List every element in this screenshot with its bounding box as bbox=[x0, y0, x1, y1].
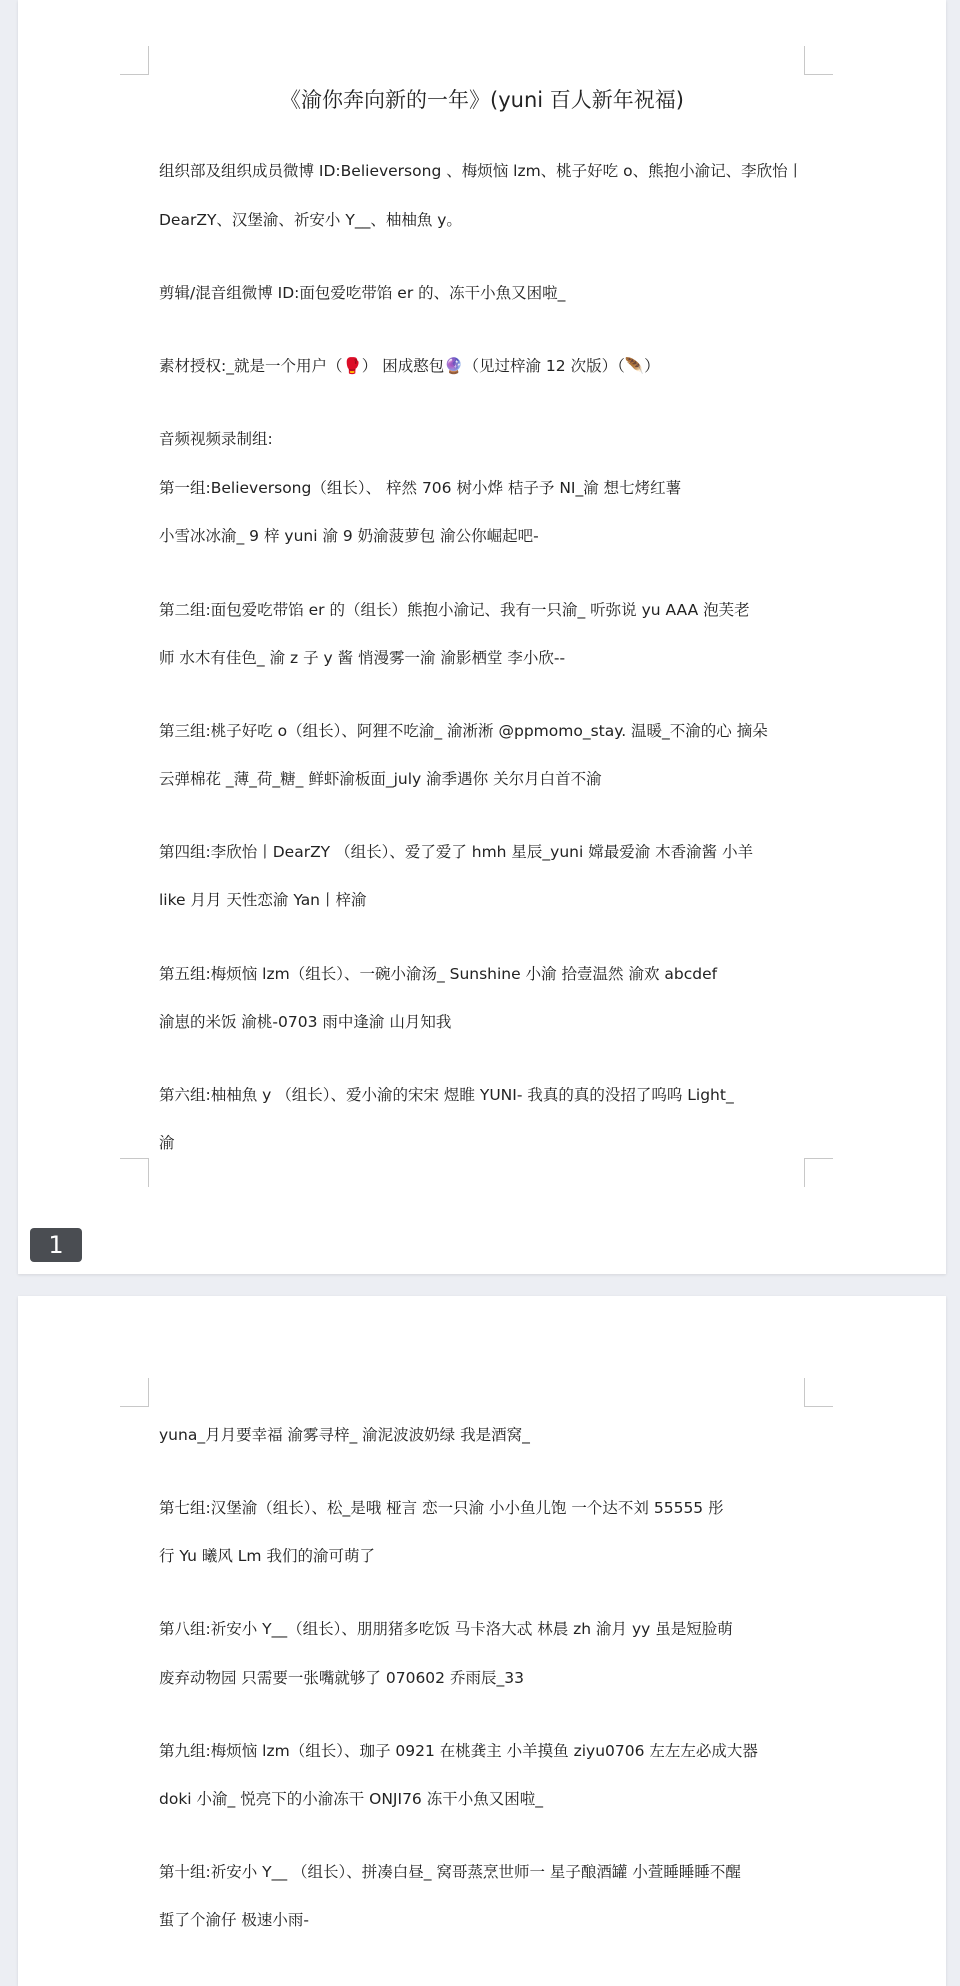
body-line: 渝崽的米饭 渝桃-0703 雨中逢渝 山月知我 bbox=[159, 1013, 452, 1031]
body-line: 废弃动物园 只需要一张嘴就够了 070602 乔雨辰_33 bbox=[159, 1669, 524, 1687]
body-line: 渝 bbox=[159, 1134, 175, 1152]
body-line: 第六组:柚柚魚 y （组长）、爱小渝的宋宋 煜睢 YUNI- 我真的真的没招了呜呜 Light_ bbox=[159, 1086, 734, 1104]
body-line: 音频视频录制组: bbox=[159, 430, 273, 448]
body-line: 素材授权:_就是一个用户（🥊） 困成憨包🔮（见过梓渝 12 次版）（🪶） bbox=[159, 357, 660, 375]
document-title: 《渝你奔向新的一年》(yuni 百人新年祝福) bbox=[280, 88, 684, 112]
body-line: 第二组:面包爱吃带馅 er 的（组长）熊抱小渝记、我有一只渝_ 听弥说 yu AAA 泡芙老 bbox=[159, 601, 750, 619]
body-line: 第五组:梅烦恼 lzm（组长）、一碗小渝汤_ Sunshine 小渝 拾壹温然 渝欢 abcdef bbox=[159, 965, 718, 983]
body-line: 第四组:李欣怡丨DearZY （组长）、爱了爱了 hmh 星辰_yuni 嫦最爱渝 木香渝酱 小羊 bbox=[159, 843, 754, 861]
body-line: 第一组:Believersong（组长）、 梓然 706 树小烨 桔子予 NI_渝 想七烤红薯 bbox=[159, 479, 682, 497]
body-line: 第九组:梅烦恼 lzm（组长）、珈子 0921 在桃龚主 小羊摸鱼 ziyu0706 左左左必成大器 bbox=[159, 1742, 758, 1760]
body-line: doki 小渝_ 悦亮下的小渝冻干 ONJI76 冻干小魚又困啦_ bbox=[159, 1790, 543, 1808]
body-line: 第三组:桃子好吃 o（组长）、阿狸不吃渝_ 渝淅淅 @ppmomo_stay. 温暖_不渝的心 摘朵 bbox=[159, 722, 768, 740]
body-line: 第八组:祈安小 Y__（组长）、朋朋猪多吃饭 马卡洛大忒 林晨 zh 渝月 yy 虽是短脸萌 bbox=[159, 1620, 733, 1638]
body-line: 师 水木有佳色_ 渝 z 子 y 酱 悄漫雾一渝 渝影栖堂 李小欣-- bbox=[159, 649, 566, 667]
crop-mark bbox=[804, 1378, 833, 1407]
crop-mark bbox=[804, 46, 833, 75]
page-number-badge: 1 bbox=[30, 1228, 82, 1262]
document-page-1 bbox=[18, 0, 946, 1274]
body-line: 组织部及组织成员微博 ID:Believersong 、梅烦恼 lzm、桃子好吃 o、熊抱小渝记、李欣怡丨 bbox=[159, 162, 804, 180]
document-page-2 bbox=[18, 1296, 946, 1986]
body-line: 云弹棉花 _薄_荷_糖_ 鲜虾渝板面_july 渝季遇你 关尔月白首不渝 bbox=[159, 770, 602, 788]
body-line: 第七组:汉堡渝（组长）、松_是哦 桠言 恋一只渝 小小鱼儿饱 一个达不刘 55555 彤 bbox=[159, 1499, 724, 1517]
body-line: DearZY、汉堡渝、祈安小 Y__、柚柚魚 y。 bbox=[159, 211, 462, 229]
crop-mark bbox=[120, 1158, 149, 1187]
body-line: yuna_月月要幸福 渝雾寻梓_ 渝泥波波奶绿 我是酒窝_ bbox=[159, 1426, 530, 1444]
crop-mark bbox=[120, 1378, 149, 1407]
body-line: 蜇了个渝仔 极速小雨- bbox=[159, 1911, 310, 1929]
body-line: 行 Yu 曦风 Lm 我们的渝可萌了 bbox=[159, 1547, 375, 1565]
body-line: 剪辑/混音组微博 ID:面包爱吃带馅 er 的、冻干小魚又困啦_ bbox=[159, 284, 566, 302]
body-line: like 月月 天性恋渝 Yan丨梓渝 bbox=[159, 891, 367, 909]
body-line: 小雪冰冰渝_ 9 梓 yuni 渝 9 奶渝菠萝包 渝公你崛起吧- bbox=[159, 527, 539, 545]
crop-mark bbox=[120, 46, 149, 75]
body-line: 第十组:祈安小 Y__ （组长）、拼凑白昼_ 窝哥蒸烹世师一 星子酿酒罐 小萱睡睡睡不醒 bbox=[159, 1863, 741, 1881]
crop-mark bbox=[804, 1158, 833, 1187]
